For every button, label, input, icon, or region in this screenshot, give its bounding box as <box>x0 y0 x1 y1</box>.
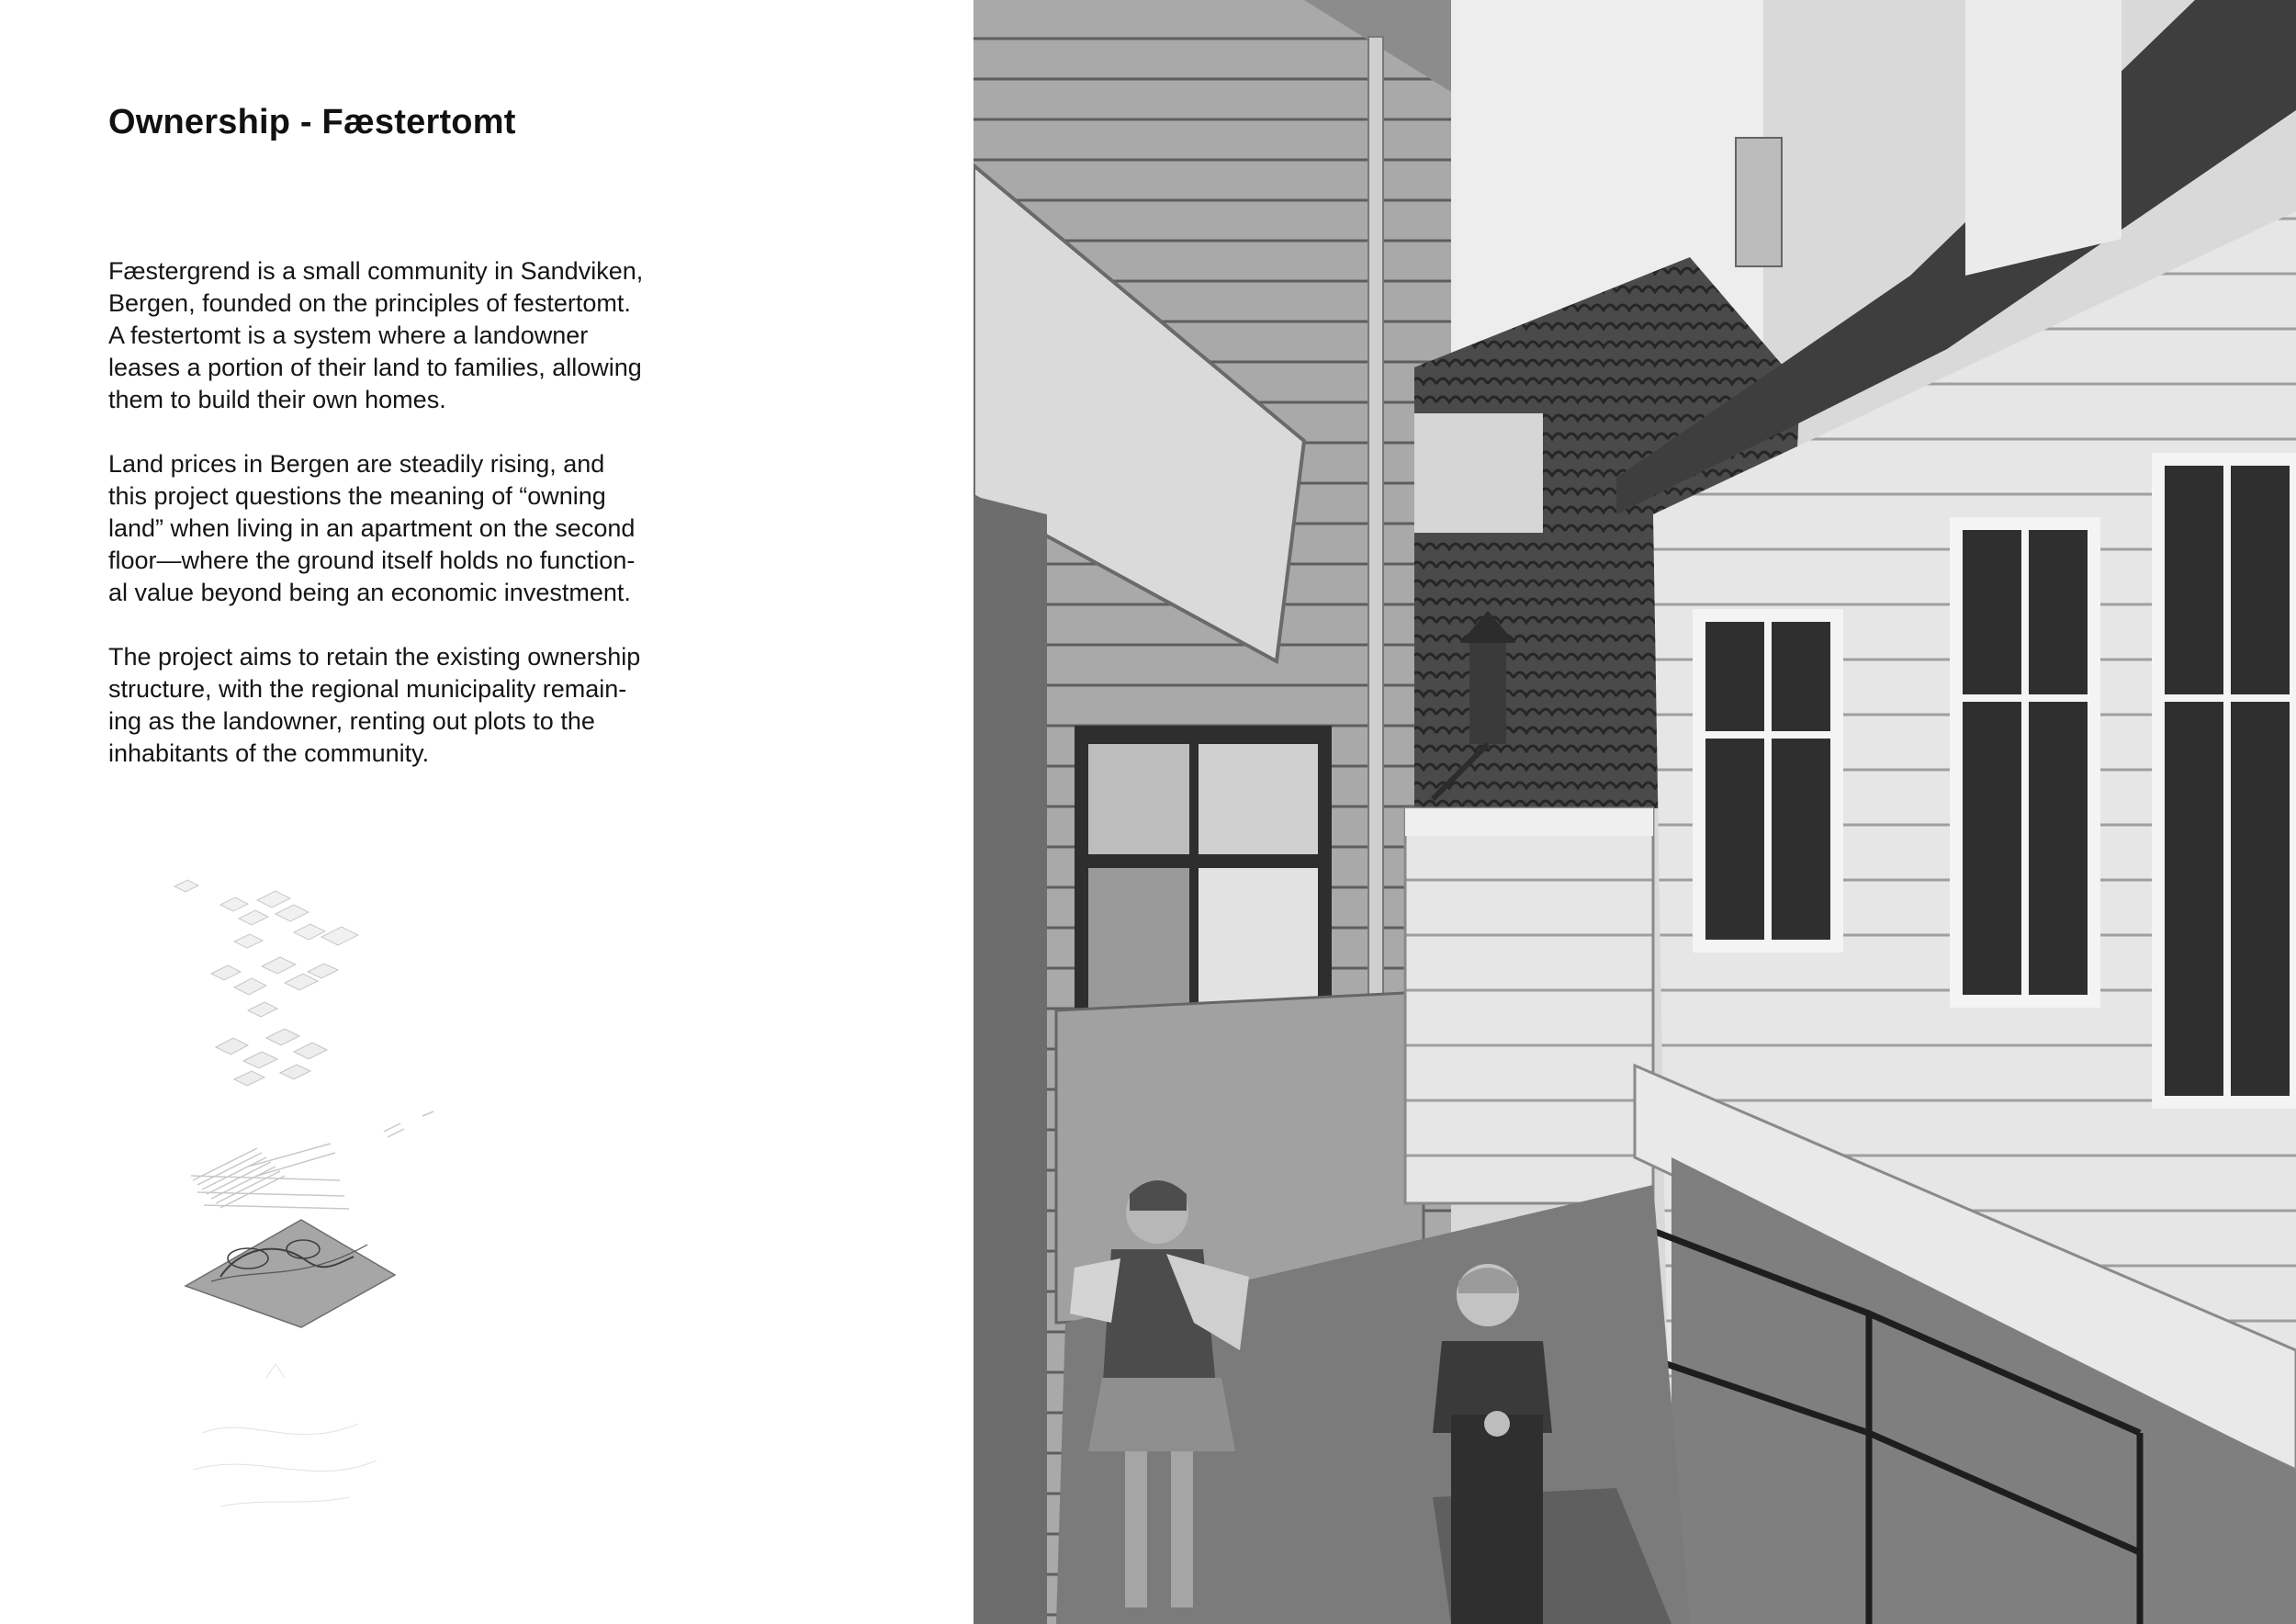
text-line: The project aims to retain the existing ownership <box>108 643 641 671</box>
page-title: Ownership - Fæstertomt <box>108 103 516 141</box>
chimney <box>1736 138 1782 266</box>
paragraph-intro <box>108 255 696 416</box>
shed <box>1405 808 1653 1203</box>
paragraph-land-prices <box>108 448 696 609</box>
text-line: A festertomt is a system where a landowner <box>108 321 589 349</box>
text-line: floor—where the ground itself holds no function- <box>108 547 636 574</box>
text-line: inhabitants of the community. <box>108 739 430 767</box>
text-line: al value beyond being an economic investment. <box>108 579 631 606</box>
diagram-layer-structure <box>191 1111 433 1209</box>
text-line: Land prices in Bergen are steadily rising, and <box>108 450 605 478</box>
text-page <box>0 0 974 1624</box>
paragraph-project-aims <box>108 641 696 770</box>
text-line: Bergen, founded on the principles of festertomt. <box>108 289 631 317</box>
street-photo <box>974 0 2296 1624</box>
text-line: Fæstergrend is a small community in Sandviken, <box>108 257 644 285</box>
exploded-axonometric-diagram <box>147 863 478 1543</box>
diagram-layer-base <box>193 1364 377 1506</box>
text-line: leases a portion of their land to families, allowing <box>108 354 642 381</box>
diagram-layer-ground-floors <box>216 1029 327 1086</box>
text-line: structure, with the regional municipality remain- <box>108 675 627 703</box>
text-line: them to build their own homes. <box>108 386 446 413</box>
text-line: ing as the landowner, renting out plots to the <box>108 707 595 735</box>
diagram-layer-terrain <box>186 1220 395 1327</box>
diagram-layer-mid-floors <box>211 957 338 1017</box>
text-line: land” when living in an apartment on the second <box>108 514 636 542</box>
photo-illustration <box>974 0 2296 1624</box>
body-text <box>108 255 696 802</box>
text-line: this project questions the meaning of “owning <box>108 482 606 510</box>
diagram-layer-upper-floors <box>174 880 358 948</box>
